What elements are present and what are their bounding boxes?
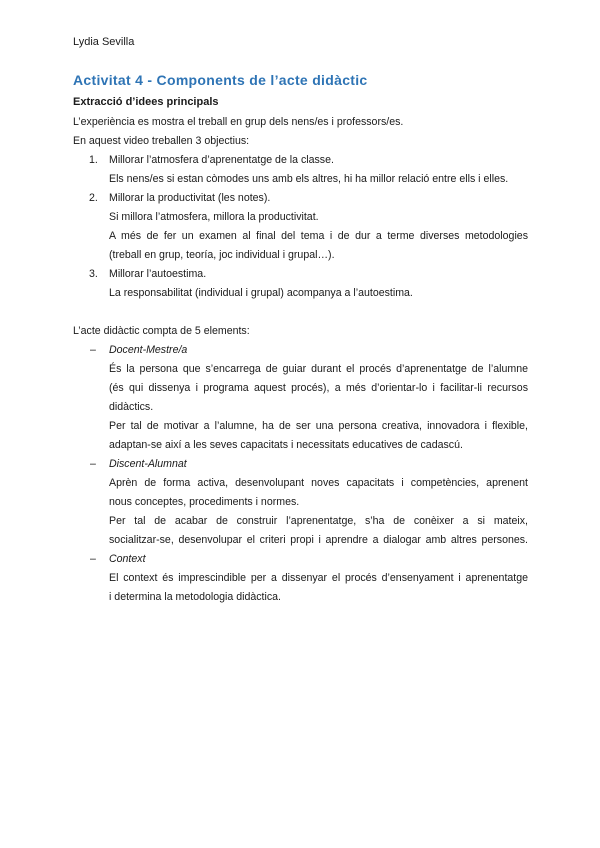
element-title: Docent-Mestre/a: [109, 344, 188, 356]
element-line: El context és imprescindible per a dissenyar el procés d’ensenyament i aprenentatge: [109, 572, 528, 584]
dash-bullet: –: [90, 344, 96, 356]
intro-paragraph: En aquest video treballen 3 objectius:: [73, 135, 250, 147]
page-title: Activitat 4 - Components de l’acte didàctic: [73, 72, 368, 88]
objective-item: [73, 265, 528, 284]
intro-paragraph: L’experiència es mostra el treball en grup dels nens/es i professors/es.: [73, 116, 404, 128]
dash-bullet: –: [90, 553, 96, 565]
header-author: Lydia Sevilla: [73, 36, 135, 48]
objective-item: [73, 189, 528, 208]
list-number: 2.: [89, 192, 98, 204]
element-line: adaptan-se així a les seves capacitats i necessitats educatives de cadascú.: [109, 439, 463, 451]
element-line: (és qui dissenya i programa aquest procés), a més d’orientar-lo i facilitar-li recursos: [109, 382, 528, 394]
element-line: nous conceptes, procediments i normes.: [109, 496, 300, 508]
element-line: Aprèn de forma activa, desenvolupant noves capacitats i competències, aprenent: [109, 477, 528, 489]
objective-item: [73, 151, 528, 170]
objective-line: Els nens/es si estan còmodes uns amb els altres, hi ha millor relació entre ells i elles.: [109, 173, 509, 185]
dash-bullet: –: [90, 458, 96, 470]
element-line: Per tal de acabar de construir l’aprenentatge, s’ha de conèixer a si mateix,: [109, 515, 528, 527]
objective-line: A més de fer un examen al final del tema i de dur a terme diverses metodologies: [109, 230, 528, 242]
element-line: i determina la metodologia didàctica.: [109, 591, 281, 603]
objectives-list: [73, 151, 528, 303]
list-number: 3.: [89, 268, 98, 280]
objective-line: (treball en grup, teoría, joc individual i grupal…).: [109, 249, 335, 261]
element-line: didàctics.: [109, 401, 154, 413]
element-item: [73, 455, 528, 474]
element-title: Discent-Alumnat: [109, 458, 187, 470]
document-body: [73, 113, 528, 607]
element-line: Per tal de motivar a l’alumne, ha de ser una persona creativa, innovadora i flexible,: [109, 420, 528, 432]
elements-intro: L’acte didàctic compta de 5 elements:: [73, 325, 250, 337]
objective-line: La responsabilitat (individual i grupal) acompanya a l’autoestima.: [109, 287, 413, 299]
section-subtitle: Extracció d’idees principals: [73, 96, 219, 108]
element-item: [73, 341, 528, 360]
element-line: socialitzar-se, desenvolupar el criteri propi i aprendre a dialogar amb altres persones.: [109, 534, 528, 546]
list-number: 1.: [89, 154, 98, 166]
objective-title: Millorar l’atmosfera d’aprenentatge de la classe.: [109, 154, 334, 166]
objective-title: Millorar la productivitat (les notes).: [109, 192, 271, 204]
objective-line: Si millora l’atmosfera, millora la productivitat.: [109, 211, 319, 223]
objective-title: Millorar l’autoestima.: [109, 268, 207, 280]
elements-list: [73, 341, 528, 607]
element-title: Context: [109, 553, 146, 565]
element-item: [73, 550, 528, 569]
element-line: És la persona que s’encarrega de guiar durant el procés d’aprenentatge de l’alumne: [109, 363, 528, 375]
